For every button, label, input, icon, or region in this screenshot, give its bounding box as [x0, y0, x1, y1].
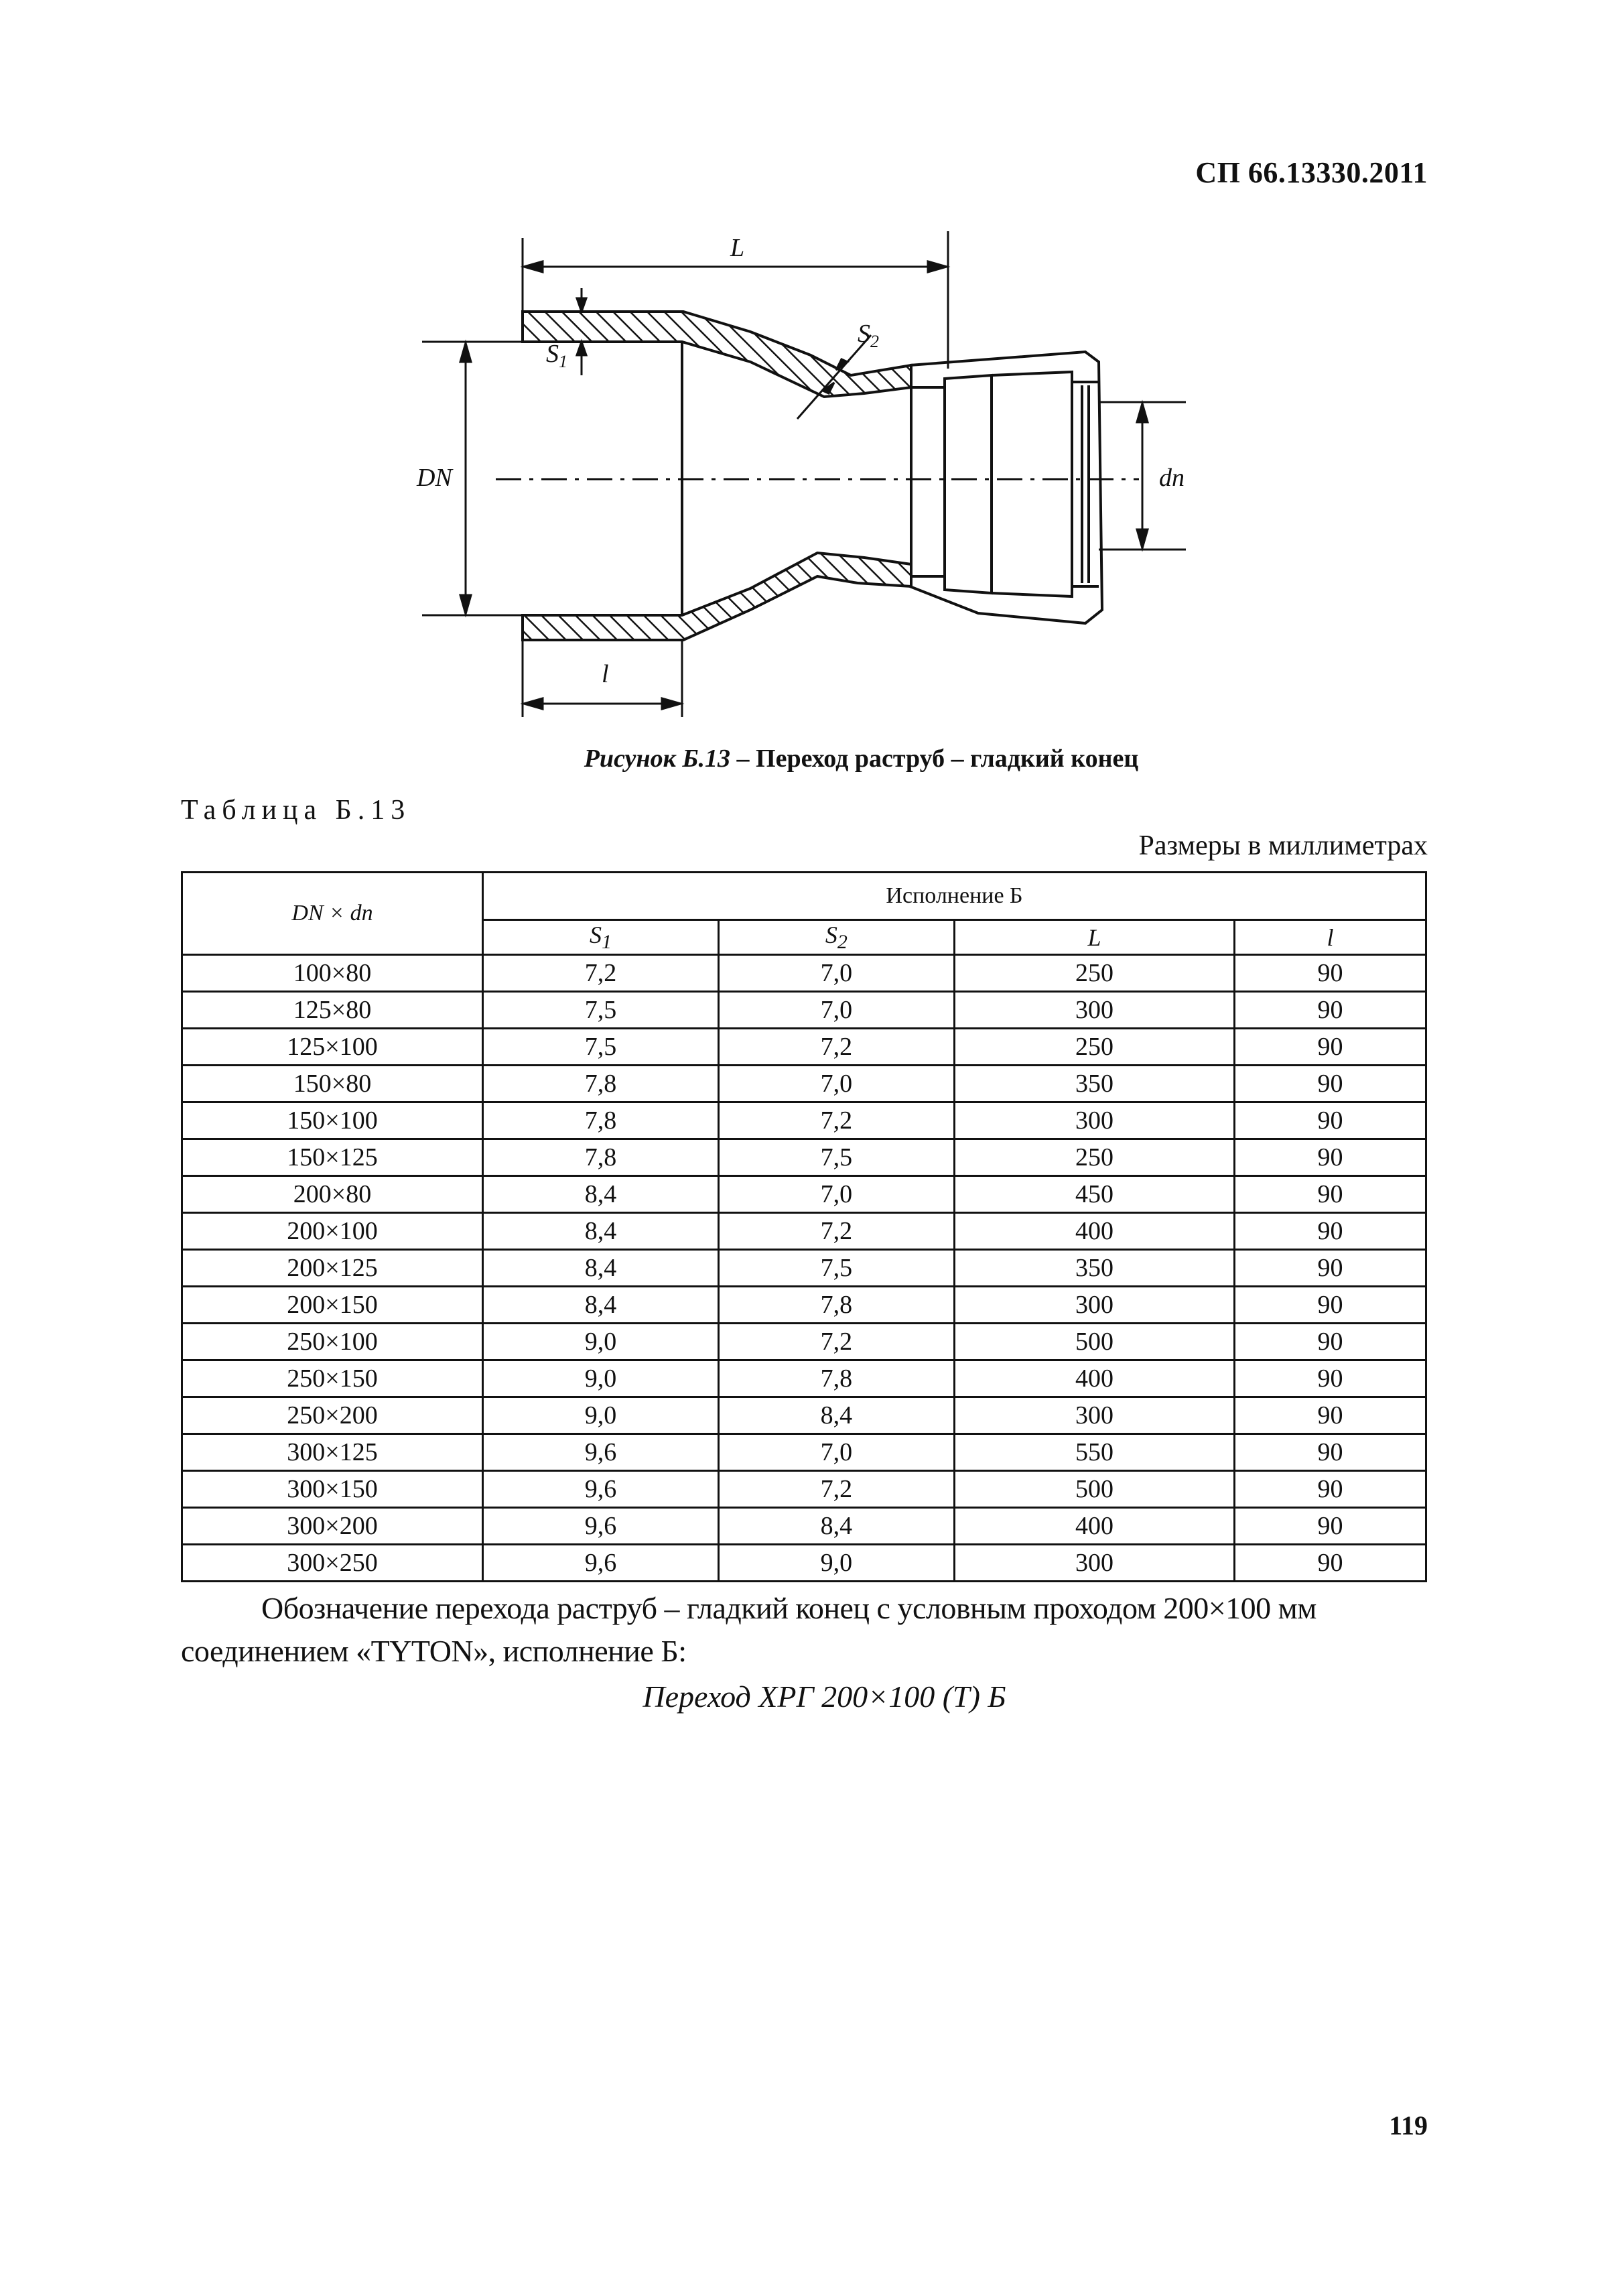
cell-dn-dn: 150×100	[182, 1102, 483, 1139]
figure-title: – Переход раструб – гладкий конец	[730, 745, 1139, 773]
cell-s2: 7,5	[718, 1250, 954, 1287]
cell-s1: 8,4	[483, 1213, 719, 1250]
designation-description: Обозначение перехода раструб – гладкий конец с условным проходом 200×100 мм соединением «TYTON», исполнение Б:	[181, 1591, 1316, 1668]
cell-dn-dn: 300×125	[182, 1434, 483, 1471]
table-row	[182, 1102, 1426, 1139]
header-s2: $S_2$	[718, 920, 954, 955]
cell-s1: 9,0	[483, 1360, 719, 1397]
cell-s2: 8,4	[718, 1397, 954, 1434]
cell-s1: 7,8	[483, 1102, 719, 1139]
cell-l: 90	[1235, 1397, 1426, 1434]
cell-l: 90	[1235, 1471, 1426, 1508]
cell-dn-dn: 100×80	[182, 955, 483, 992]
cell-l: 90	[1235, 992, 1426, 1029]
label-l: l	[602, 660, 609, 688]
header-dn-dn: DN × dn	[182, 873, 483, 955]
table-units: Размеры в миллиметрах	[1138, 830, 1428, 861]
cell-L: 500	[954, 1324, 1234, 1360]
cell-s1: 8,4	[483, 1250, 719, 1287]
cell-s1: 8,4	[483, 1287, 719, 1324]
cell-s1: 8,4	[483, 1176, 719, 1213]
cell-dn-dn: 200×80	[182, 1176, 483, 1213]
cell-l: 90	[1235, 1360, 1426, 1397]
table-row	[182, 1213, 1426, 1250]
table-row	[182, 1176, 1426, 1213]
header-s1: $S_1$	[483, 920, 719, 955]
cell-L: 550	[954, 1434, 1234, 1471]
cell-s2: 7,0	[718, 992, 954, 1029]
cell-dn-dn: 200×100	[182, 1213, 483, 1250]
table-row	[182, 992, 1426, 1029]
cell-dn-dn: 125×100	[182, 1029, 483, 1066]
cell-l: 90	[1235, 1066, 1426, 1102]
figure-number: Рисунок Б.13	[584, 745, 731, 773]
cell-s1: 7,8	[483, 1139, 719, 1176]
table-row	[182, 1397, 1426, 1434]
cell-s2: 7,2	[718, 1471, 954, 1508]
figure-caption	[0, 744, 1622, 773]
cell-dn-dn: 250×150	[182, 1360, 483, 1397]
cell-dn-dn: 125×80	[182, 992, 483, 1029]
cell-s2: 7,8	[718, 1287, 954, 1324]
cell-s1: 7,2	[483, 955, 719, 992]
cell-L: 300	[954, 992, 1234, 1029]
label-S1: $S_1$	[546, 340, 567, 371]
cell-s1: 9,0	[483, 1324, 719, 1360]
table-row	[182, 1250, 1426, 1287]
cell-dn-dn: 300×150	[182, 1471, 483, 1508]
table-row	[182, 1545, 1426, 1582]
cell-s1: 7,5	[483, 1029, 719, 1066]
cell-L: 400	[954, 1213, 1234, 1250]
table-row	[182, 1066, 1426, 1102]
table-row	[182, 1324, 1426, 1360]
cell-s2: 8,4	[718, 1508, 954, 1545]
table-row	[182, 1029, 1426, 1066]
designation-example: Переход ХРГ 200×100 (Т) Б	[643, 1679, 1006, 1714]
cell-s1: 7,8	[483, 1066, 719, 1102]
cell-l: 90	[1235, 1250, 1426, 1287]
cell-s1: 9,0	[483, 1397, 719, 1434]
cell-L: 350	[954, 1250, 1234, 1287]
cell-s2: 7,2	[718, 1324, 954, 1360]
cell-s2: 7,8	[718, 1360, 954, 1397]
cell-s1: 9,6	[483, 1545, 719, 1582]
label-L: L	[730, 234, 745, 262]
cell-s2: 7,2	[718, 1213, 954, 1250]
label-S2: $S_2$	[858, 320, 879, 351]
cell-s2: 7,5	[718, 1139, 954, 1176]
reducer-drawing	[402, 221, 1206, 730]
label-dn: dn	[1159, 464, 1185, 492]
cell-L: 250	[954, 1029, 1234, 1066]
table-row	[182, 1139, 1426, 1176]
table-row	[182, 955, 1426, 992]
header-L: L	[954, 920, 1234, 955]
cell-dn-dn: 150×125	[182, 1139, 483, 1176]
cell-l: 90	[1235, 1287, 1426, 1324]
dimensions-table	[181, 871, 1427, 1582]
cell-L: 450	[954, 1176, 1234, 1213]
cell-L: 400	[954, 1360, 1234, 1397]
cell-l: 90	[1235, 1029, 1426, 1066]
cell-l: 90	[1235, 1102, 1426, 1139]
cell-l: 90	[1235, 1213, 1426, 1250]
table-row	[182, 1434, 1426, 1471]
cell-l: 90	[1235, 1324, 1426, 1360]
cell-L: 400	[954, 1508, 1234, 1545]
cell-L: 350	[954, 1066, 1234, 1102]
cell-s1: 9,6	[483, 1508, 719, 1545]
cell-L: 300	[954, 1397, 1234, 1434]
table-row	[182, 1508, 1426, 1545]
cell-l: 90	[1235, 1508, 1426, 1545]
cell-l: 90	[1235, 1434, 1426, 1471]
cell-dn-dn: 200×125	[182, 1250, 483, 1287]
cell-dn-dn: 200×150	[182, 1287, 483, 1324]
cell-L: 500	[954, 1471, 1234, 1508]
cell-L: 250	[954, 955, 1234, 992]
cell-dn-dn: 250×200	[182, 1397, 483, 1434]
table-row	[182, 1471, 1426, 1508]
lower-wall	[523, 553, 911, 640]
table-row	[182, 1360, 1426, 1397]
cell-l: 90	[1235, 1545, 1426, 1582]
cell-L: 250	[954, 1139, 1234, 1176]
table-row	[182, 1287, 1426, 1324]
cell-s2: 7,2	[718, 1102, 954, 1139]
cell-s1: 9,6	[483, 1434, 719, 1471]
cell-L: 300	[954, 1102, 1234, 1139]
cell-dn-dn: 300×200	[182, 1508, 483, 1545]
cell-s2: 7,0	[718, 1434, 954, 1471]
header-l: l	[1235, 920, 1426, 955]
cell-l: 90	[1235, 1176, 1426, 1213]
cell-dn-dn: 150×80	[182, 1066, 483, 1102]
label-DN: DN	[417, 464, 452, 492]
page-number: 119	[1389, 2110, 1428, 2141]
cell-s2: 7,0	[718, 1176, 954, 1213]
cell-L: 300	[954, 1287, 1234, 1324]
document-code: СП 66.13330.2011	[1195, 156, 1428, 189]
cell-l: 90	[1235, 1139, 1426, 1176]
cell-s2: 7,0	[718, 955, 954, 992]
cell-L: 300	[954, 1545, 1234, 1582]
cell-s1: 9,6	[483, 1471, 719, 1508]
header-version-b: Исполнение Б	[483, 873, 1426, 920]
cell-dn-dn: 300×250	[182, 1545, 483, 1582]
cell-dn-dn: 250×100	[182, 1324, 483, 1360]
cell-s2: 7,2	[718, 1029, 954, 1066]
table-label: Таблица Б.13	[181, 795, 411, 826]
cell-s2: 7,0	[718, 1066, 954, 1102]
cell-s2: 9,0	[718, 1545, 954, 1582]
cell-s1: 7,5	[483, 992, 719, 1029]
cell-l: 90	[1235, 955, 1426, 992]
